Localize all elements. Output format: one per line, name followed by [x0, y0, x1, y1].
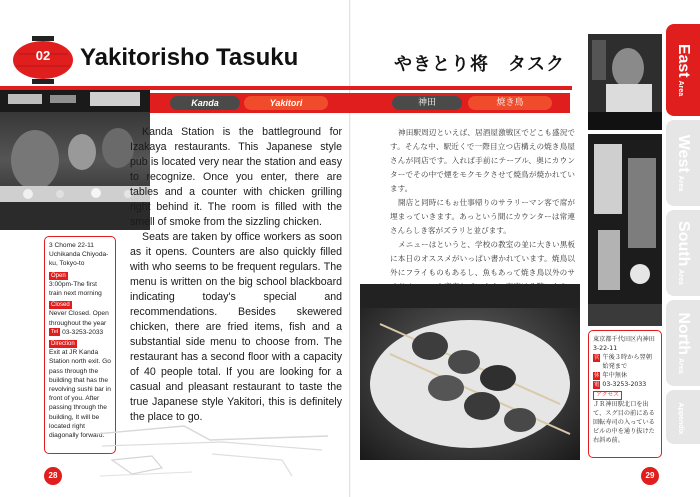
- article-body-en: [130, 125, 342, 425]
- tab-appendix[interactable]: [666, 390, 700, 444]
- tel-row-jp: [593, 380, 657, 389]
- tab-south-area[interactable]: [666, 210, 700, 296]
- tag-area-jp: 神田: [392, 96, 462, 110]
- tag-area-en: Kanda: [170, 96, 240, 110]
- body-jp-paragraph: 開店と同時にもぉ仕事帰りのサラリーマン客で席が埋まっていきます。あっという間にカウンターは常連さんらしき客がズラリと並びます。: [390, 198, 575, 235]
- hours-row-jp: [593, 353, 657, 371]
- hours-text-jp: 午後３時から翌朝始発まで: [602, 354, 652, 370]
- tab-north-area[interactable]: [666, 300, 700, 386]
- shop-info-box-jp: [588, 330, 662, 458]
- body-en-paragraph: Kanda Station is the battleground for Izakaya restaurants. This Japanese style pub is located very near the station and easy to recognize. Once you enter, there are tables and a counter with chicken grilling right behind it. The room is filled with the smell of smoke from the sizzling chicken.: [130, 126, 342, 228]
- page-title-en: Yakitorisho Tasuku: [80, 44, 299, 71]
- chef-grilling-photo: [588, 34, 662, 130]
- tab-east-label: East: [675, 43, 692, 78]
- direction-label: Direction: [51, 341, 75, 348]
- tab-appendix-label: Appendix: [677, 402, 684, 435]
- access-text-jp: ＪＲ神田駅北口を出て、スグ目の前にある回転寿司の入っているビルの中を通り抜けた右斜め前。: [593, 401, 655, 444]
- address-text: 3 Chome 22-11 Uchikanda Chiyoda-ku, Tokyo-to: [49, 242, 109, 268]
- body-en-paragraph: Seats are taken by office workers as soon as it opens. Counters are also quickly filled with who seems to be frequent regulars. The menu is written on the big school blackboard indicating today's special and recommendations. Besides skewered chicken, there are fried items, fish and a substantial side menu to choose from. The restaurant has a second floor with a capacity of 40 people total. If you are looking for a casual and pleasant restaurant to taste the true Japanese style Yakitori, this is definitely the place to go.: [130, 231, 342, 423]
- closed-label: Closed: [51, 302, 70, 309]
- tag-genre-en: Yakitori: [244, 96, 328, 110]
- hours-mark-jp: 営: [594, 355, 600, 361]
- closed-days: Never Closed. Open throughout the year: [49, 310, 109, 327]
- restaurant-interior-photo: [0, 90, 150, 230]
- yakitori-skewers-photo: [360, 284, 580, 460]
- tab-west-area[interactable]: [666, 120, 700, 206]
- closed-row-jp: [593, 371, 657, 380]
- tel-number: 03-3253-2033: [62, 328, 104, 336]
- article-number: 02: [35, 48, 51, 63]
- open-label: Open: [51, 272, 66, 279]
- direction-text: Exit at JR Kanda Station north exit. Go pass through the building that has the revolving sushi bar in front of you. After passing through the building, It will be located right diagonally forward.: [49, 349, 111, 440]
- tab-west-label: West: [675, 134, 692, 173]
- body-jp-paragraph: メニューはというと、学校の教室の並に大きい黒板に本日のオススメがいっぱい書かれています。焼鳥以外にフライものもあるし、魚もあって焼き鳥以外のサ: [390, 240, 575, 277]
- tel-row: [49, 328, 111, 337]
- tel-mark-jp: 電: [594, 382, 600, 388]
- area-side-tabs: [666, 24, 700, 444]
- tel-label: Tel: [51, 329, 59, 336]
- closed-mark-jp: 休: [594, 373, 600, 379]
- tel-text-jp: 03-3253-2033: [602, 381, 647, 388]
- tab-east-area[interactable]: [666, 24, 700, 116]
- page-title-jp: やきとり将 タスク: [394, 54, 565, 75]
- closed-text-jp: 年中無休: [602, 372, 628, 379]
- address-text-jp: 東京都千代田区内神田3-22-11: [593, 336, 655, 352]
- tab-east-sub: Area: [677, 80, 684, 97]
- tag-genre-jp: 焼き鳥: [468, 96, 552, 110]
- tab-north-label: North: [675, 312, 692, 356]
- page-number-left: 28: [44, 467, 62, 485]
- page-number-right: 29: [641, 467, 659, 485]
- tab-west-sub: Area: [677, 175, 684, 192]
- tab-south-sub: Area: [677, 269, 684, 285]
- page-gutter: [349, 0, 351, 497]
- body-jp-paragraph: 神田駅周辺といえば、居酒屋激戦区でどこも盛況です。そんな中、駅近くで一際目立つ店構えの焼き鳥屋さんが同店です。入れば手前にテーブル、奥にカウンターでその中で煙をモクモクさせて焼鳥が焼かれています。: [390, 128, 575, 193]
- menu-sketch-illustration: [92, 420, 332, 482]
- tab-south-label: South: [675, 221, 692, 267]
- storefront-photo: [588, 134, 662, 326]
- open-hours: 3:00pm-The first train next morning: [49, 280, 102, 298]
- tab-north-sub: Area: [677, 358, 684, 374]
- access-label-jp: アクセス: [593, 391, 622, 400]
